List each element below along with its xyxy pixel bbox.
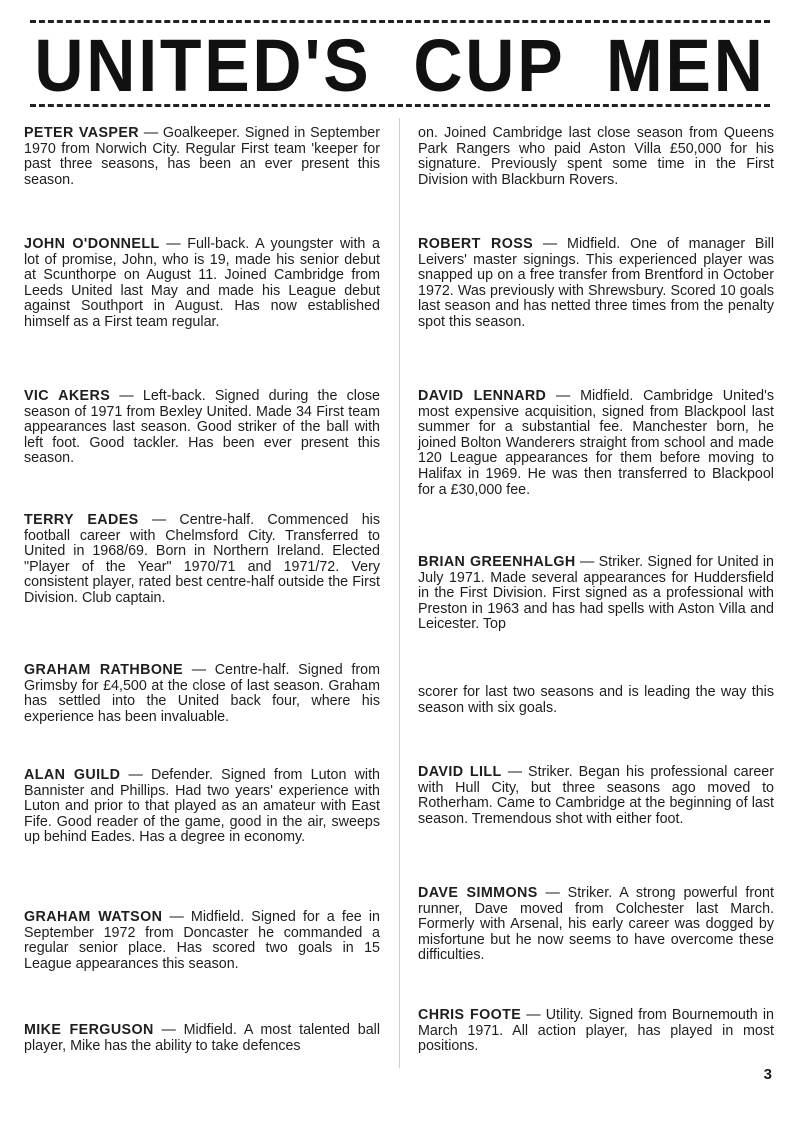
player-entry-greenhalgh	[418, 555, 774, 633]
player-entry-ross	[418, 237, 774, 331]
player-name: DAVE SIMMONS	[418, 885, 538, 901]
player-entry-eades	[24, 513, 380, 607]
player-name: JOHN O'DONNELL	[24, 236, 160, 252]
player-name: GRAHAM WATSON	[24, 909, 163, 925]
player-description: — Centre-half. Commenced his football career with Chelmsford City. Transferred to United in 1968/69. Born in Northern Ireland. Elected "Player of the Year" 1970/71 and 1971/72. Very consistent player, rated best centre-half outside the First Division. Club captain.	[24, 512, 380, 606]
player-name: MIKE FERGUSON	[24, 1022, 154, 1038]
player-entry-ferguson	[24, 1023, 380, 1054]
player-description: — Full-back. A youngster with a lot of promise, John, who is 19, made his senior debut at Scunthorpe on August 11. Joined Cambridge from Leeds United last May and made his League debut against Southport in August. Has now established himself as a First team regular.	[24, 236, 380, 330]
player-name: ALAN GUILD	[24, 767, 121, 783]
player-description: — Goalkeeper. Signed in September 1970 from Norwich City. Regular First team 'keeper for past three seasons, has been an ever present this season.	[24, 125, 381, 188]
player-description: scorer for last two seasons and is leading the way this season with six goals.	[418, 684, 774, 716]
player-name: PETER VASPER	[24, 125, 140, 141]
player-description: — Striker. Began his professional career with Hull City, but three seasons ago moved to Rotherham. Came to Cambridge at the beginning of last season. Tremendous shot with either foot.	[418, 764, 774, 827]
player-name: TERRY EADES	[24, 512, 139, 528]
player-entry-guild	[24, 768, 380, 846]
player-entry-lennard	[418, 389, 774, 498]
player-description: — Midfield. Signed for a fee in September 1972 from Doncaster he commanded a regular senior place. Has scored two goals in 15 League appearances this season.	[24, 909, 381, 972]
player-entry-greenhalgh-continued	[418, 685, 774, 716]
player-name: DAVID LILL	[418, 764, 502, 780]
player-entry-odonnell	[24, 237, 380, 331]
title-bottom-dashed-rule	[30, 104, 770, 107]
player-entry-akers	[24, 389, 380, 467]
player-description: — Striker. A strong powerful front runner, Dave moved from Colchester last March. Formerly with Arsenal, his early career was dogged by misfortune but he now seems to have overcome these difficulties.	[418, 885, 774, 964]
player-description: — Utility. Signed from Bournemouth in March 1971. All action player, has played in most positions.	[418, 1007, 774, 1055]
top-dashed-rule	[30, 20, 770, 23]
page-title: UNITED'S CUP MEN	[34, 24, 766, 107]
player-description: — Centre-half. Signed from Grimsby for £4,500 at the close of last season. Graham has settled into the United back four, where his experience has been invaluable.	[24, 662, 380, 725]
player-description: on. Joined Cambridge last close season from Queens Park Rangers who paid Aston Villa £50,000 for his signature. Previously spent some time in the First Division with Blackburn Rovers.	[418, 125, 774, 188]
player-name: ROBERT ROSS	[418, 236, 534, 252]
player-description: — Striker. Signed for United in July 1971. Made several appearances for Huddersfield in the First Division. First signed as a professional with Preston in 1963 and has had spells with Aston Villa and Leicester. Top	[418, 554, 774, 633]
player-entry-vasper	[24, 126, 380, 188]
player-name: DAVID LENNARD	[418, 388, 547, 404]
player-description: — Left-back. Signed during the close season of 1971 from Bexley United. Made 34 First team appearances last season. Good striker of the ball with left foot. Good tackler. Has been ever present this season.	[24, 388, 381, 467]
player-description: — Midfield. A most talented ball player, Mike has the ability to take defences	[24, 1022, 381, 1054]
column-divider	[399, 118, 400, 1068]
player-description: — Midfield. One of manager Bill Leivers' master signings. This experienced player was snapped up on a free transfer from Brentford in October 1972. Was previously with Shrewsbury. Scored 10 goals last season and has netted three times from the penalty spot this season.	[418, 236, 774, 330]
page-number: 3	[763, 1066, 772, 1083]
player-name: VIC AKERS	[24, 388, 111, 404]
player-name: CHRIS FOOTE	[418, 1007, 522, 1023]
player-description: — Midfield. Cambridge United's most expensive acquisition, signed from Blackpool last summer for a substantial fee. Manchester born, he joined Bolton Wanderers straight from school and made 120 League appearances for them before moving to Halifax in 1969. He was then transferred to Blackpool for a £30,000 fee.	[418, 388, 774, 498]
player-entry-watson	[24, 910, 380, 972]
player-description: — Defender. Signed from Luton with Bannister and Phillips. Had two years' experience with Luton and prior to that played as an amateur with East Fife. Good reader of the game, good in the air, sweeps up behind Eades. Has a degree in economy.	[24, 767, 380, 846]
player-name: GRAHAM RATHBONE	[24, 662, 183, 678]
player-entry-lill	[418, 765, 774, 827]
player-entry-foote	[418, 1008, 774, 1055]
player-entry-ferguson-continued	[418, 126, 774, 188]
player-entry-rathbone	[24, 663, 380, 725]
player-name: BRIAN GREENHALGH	[418, 554, 576, 570]
player-entry-simmons	[418, 886, 774, 964]
